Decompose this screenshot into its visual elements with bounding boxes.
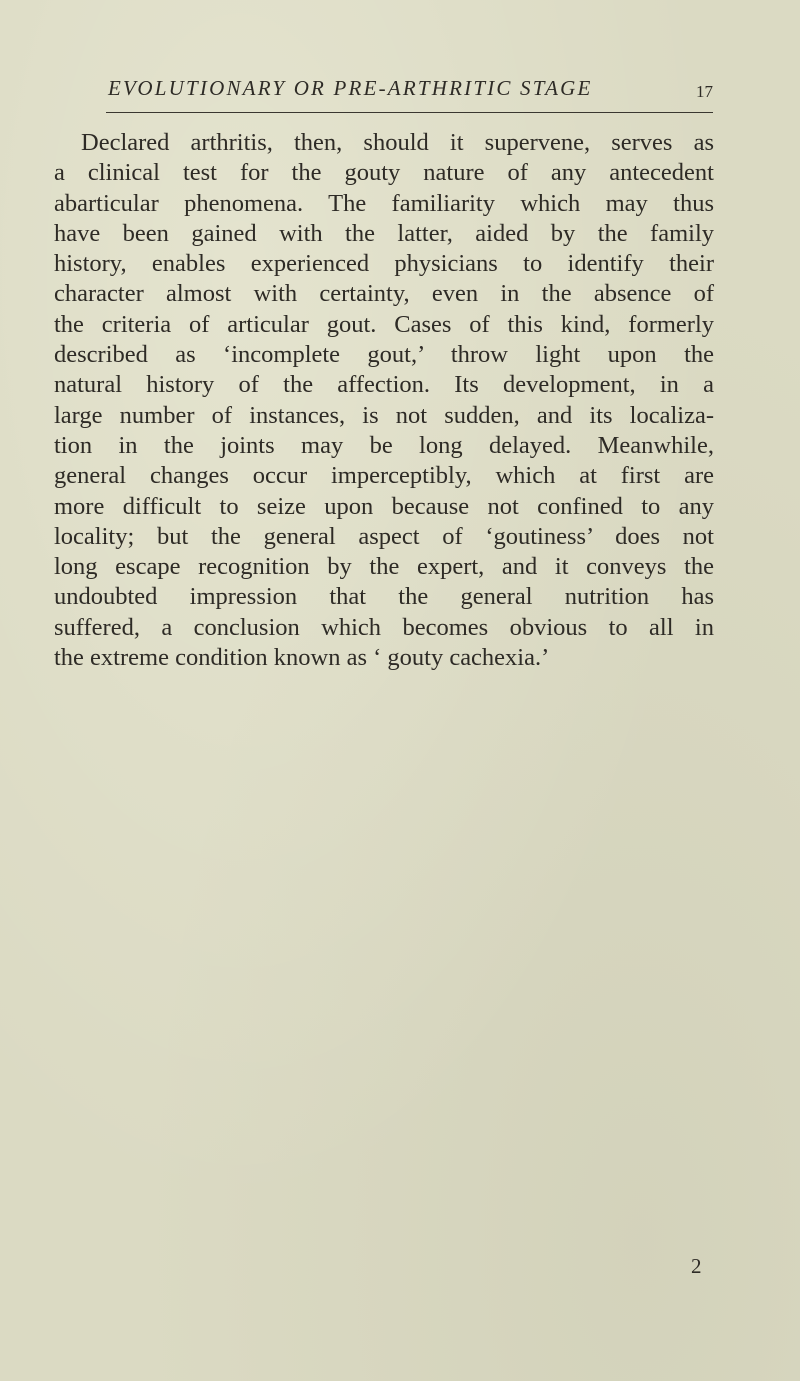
running-head-title: EVOLUTIONARY OR PRE-ARTHRITIC STAGE	[108, 76, 593, 100]
text-line: history, enables experienced physicians to identify their	[54, 250, 714, 278]
text-line: have been gained with the latter, aided by the family	[54, 219, 714, 247]
text-line: suffered, a conclusion which becomes obvious to all in	[54, 613, 714, 641]
text-line: abarticular phenomena. The familiarity which may thus	[54, 189, 714, 217]
text-line: natural history of the affection. Its development, in a	[54, 371, 714, 399]
text-line: tion in the joints may be long delayed. Meanwhile,	[54, 431, 714, 459]
text-line: long escape recognition by the expert, and it conveys the	[54, 553, 714, 581]
running-head	[108, 76, 713, 104]
signature-mark: 2	[691, 1254, 702, 1278]
text-line: large number of instances, is not sudden, and its localiza-	[54, 401, 714, 429]
text-line: a clinical test for the gouty nature of any antecedent	[54, 159, 714, 187]
text-line: described as ‘incomplete gout,’ throw light upon the	[54, 341, 714, 369]
text-line: character almost with certainty, even in the absence of	[54, 280, 714, 308]
text-line: general changes occur imperceptibly, which at first are	[54, 462, 714, 490]
text-line: locality; but the general aspect of ‘goutiness’ does not	[54, 522, 714, 550]
header-rule	[106, 112, 713, 113]
text-line: Declared arthritis, then, should it supervene, serves as	[81, 129, 714, 156]
text-line: undoubted impression that the general nutrition has	[54, 583, 714, 611]
text-line: the criteria of articular gout. Cases of this kind, formerly	[54, 310, 714, 338]
page-number: 17	[696, 82, 713, 101]
text-line: more difficult to seize upon because not confined to any	[54, 492, 714, 520]
body-paragraph	[54, 128, 714, 673]
text-line: the extreme condition known as ‘ gouty cachexia.’	[54, 644, 550, 672]
